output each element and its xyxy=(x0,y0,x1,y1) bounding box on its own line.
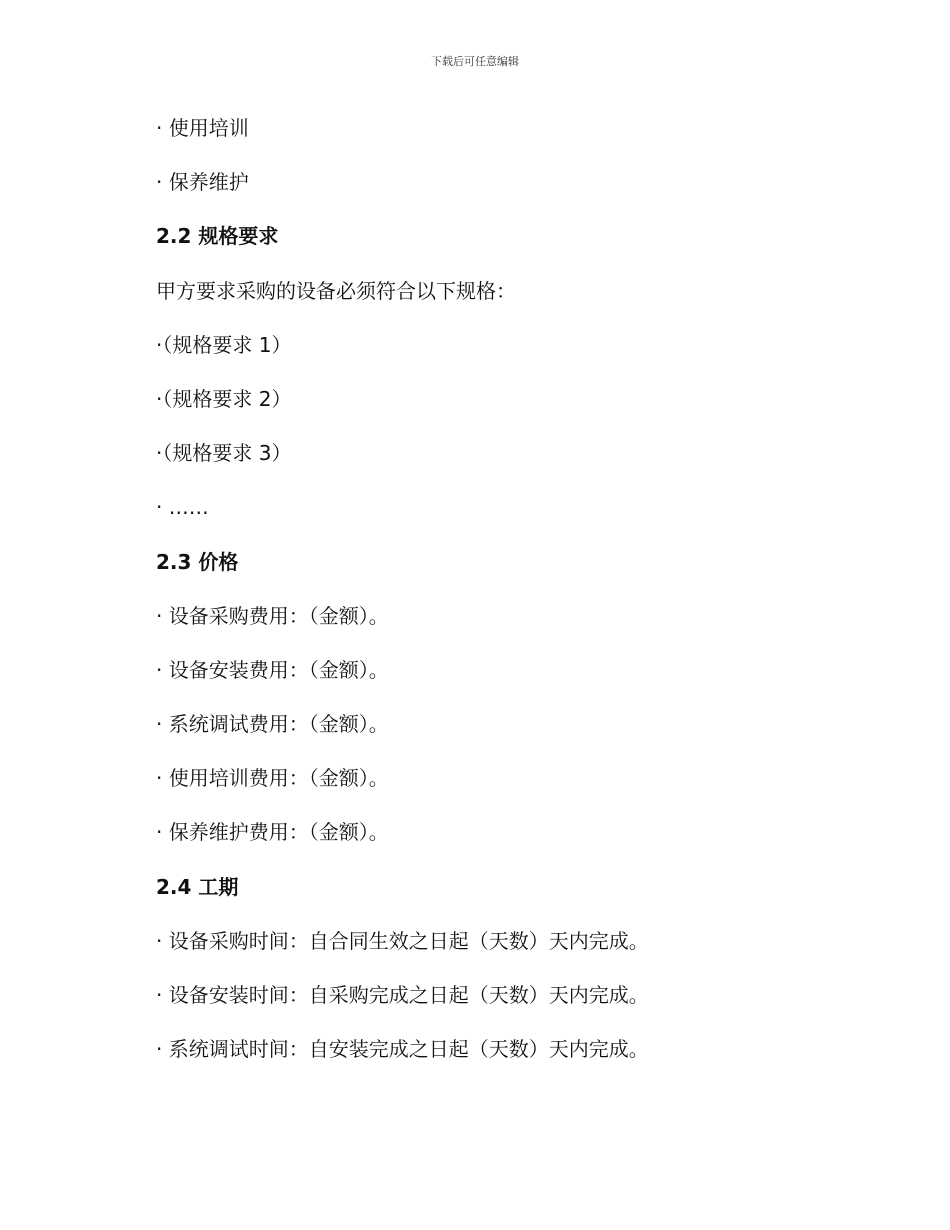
bullet-item-procurement-time: · 设备采购时间：自合同生效之日起（天数）天内完成。 xyxy=(156,929,649,953)
bullet-item-maintenance-cost: · 保养维护费用：（金额）。 xyxy=(156,820,389,844)
bullet-item-ellipsis: · …… xyxy=(156,495,209,519)
bullet-item-maintenance: · 保养维护 xyxy=(156,170,249,194)
bullet-item-debugging-time: · 系统调试时间：自安装完成之日起（天数）天内完成。 xyxy=(156,1037,649,1061)
paragraph-spec-intro: 甲方要求采购的设备必须符合以下规格： xyxy=(156,279,516,303)
bullet-item-training: · 使用培训 xyxy=(156,116,249,140)
page-header: 下载后可任意编辑 xyxy=(431,55,519,68)
section-heading-schedule: 2.4 工期 xyxy=(156,875,239,899)
bullet-item-spec-1: ·（规格要求 1） xyxy=(156,333,292,357)
bullet-item-installation-time: · 设备安装时间：自采购完成之日起（天数）天内完成。 xyxy=(156,983,649,1007)
bullet-item-spec-2: ·（规格要求 2） xyxy=(156,387,292,411)
section-heading-specifications: 2.2 规格要求 xyxy=(156,224,279,248)
bullet-item-debugging-cost: · 系统调试费用：（金额）。 xyxy=(156,712,389,736)
bullet-item-installation-cost: · 设备安装费用：（金额）。 xyxy=(156,658,389,682)
bullet-item-training-cost: · 使用培训费用：（金额）。 xyxy=(156,766,389,790)
bullet-item-spec-3: ·（规格要求 3） xyxy=(156,441,292,465)
bullet-item-procurement-cost: · 设备采购费用：（金额）。 xyxy=(156,604,389,628)
section-heading-price: 2.3 价格 xyxy=(156,550,239,574)
